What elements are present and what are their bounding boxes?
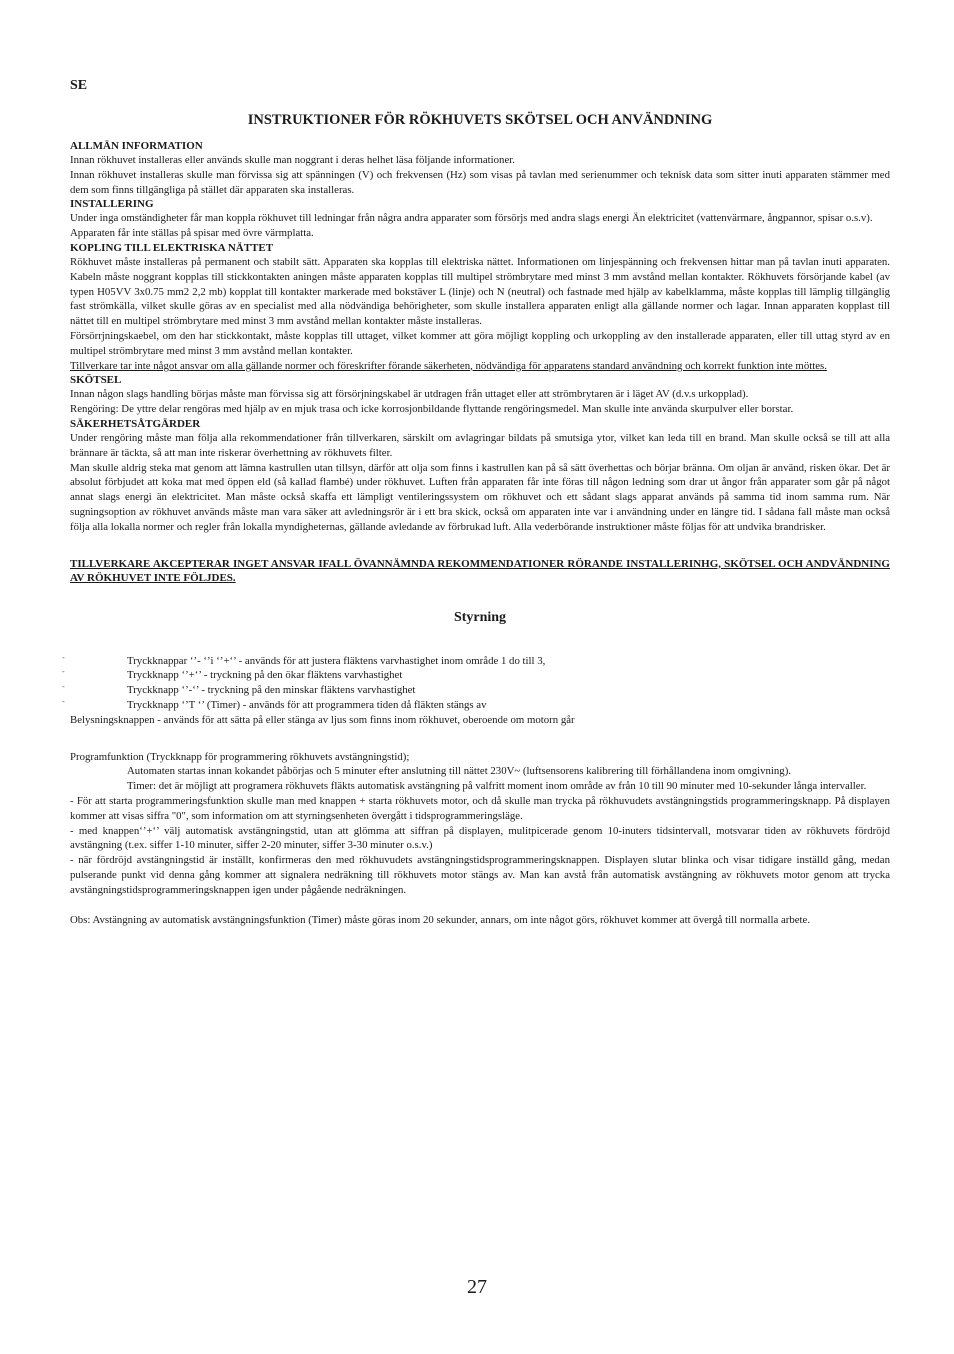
program-heading: Programfunktion (Tryckknapp för programmering rökhuvets avstängningstid);	[70, 750, 410, 763]
button-list	[62, 652, 890, 713]
timer-paragraph: Timer: det är möjligt att programera rökhuvets fläkts automatisk avstängning på valfritt moment inom område av från 10 till 90 minuter med 10-sekunder långa intervaller.	[127, 780, 867, 793]
install-paragraph-2: Apparaten får inte ställas på spisar med övre värmplatta.	[70, 227, 314, 240]
heading-safety: SÄKERHETSÅTGÄRDER	[70, 417, 201, 430]
electric-paragraph-2: Försörrjningskaebel, om den har stickkontakt, måste kopplas till uttaget, vilket kommer att göra möjligt koppling och urkoppling av den installerade apparaten, eller till uttag styrd av en multipel strömbrytare med minst 3 mm avstånd mellan kontakter.	[70, 329, 890, 357]
light-button-text: Belysningsknappen - används för att sätta på eller stänga av ljus som finns inom rökhuvet, oberoende om motorn går	[70, 713, 575, 726]
heading-install: INSTALLERING	[70, 198, 154, 211]
program-step-3: - när fördröjd avstängningstid är inställt, konfirmeras den med rökhuvudets avstängningstidsprogrammeringsknappen. Displayen slutar blinka och visar tidigare inställd gång, medan pulserande punkt vid denna gång kommer att signalera nedräkning till rökhuvets motor stängs av. Man kan avstå från automatisk avstängning av rökhuvets motor genom att trycka avstängningstidsprogrammeringsknappen igen under pågående nedräkningen.	[70, 854, 890, 896]
care-paragraph-1: Innan någon slags handling börjas måste man förvissa sig att försörjningskabel är utdragen från uttaget eller att strömbrytaren är i läget AV (d.v.s urkopplad).	[70, 388, 749, 401]
install-paragraph-1: Under inga omständigheter får man koppla rökhuvet till ledningar från några andra apparater som försörjs med andra slags energi Än elektricitet (vattenvärmare, ångpannor, spisar o.s.v).	[70, 212, 873, 225]
control-title: Styrning	[453, 609, 507, 625]
program-step-2: - med knappen‘’+‘’ välj automatisk avstängningstid, utan att glömma att siffran på displayen, mulitpicerade genom 10-inuters tidsintervall, motsvarar tiden av rökhuvets fördröjd avstängning (t.ex. siffer 1-10 minuter, siffer 2-20 minuter, siffer 3-30 minuter o.s.v.)	[70, 824, 890, 852]
safety-paragraph-2: Man skulle aldrig steka mat genom att lämna kastrullen utan tillsyn, därför att olja som finns i kastrullen kan på så sätt överhettas och börjar bränna. Om oljan är använd, risken ökar. Det är absolut förbjudet att koka mat med öppen eld (så kallad flambé) under rökhuvet. Luften från apparaten får inte föras till någon ledning som drar ut ångor från apparater som går på något annat slags energi än elektricitet. Man måste också skaffa ett lämpligt ventileringssystem om rökhuvet och ett sådant slags apparat används på samma tid inom samma rum. När sugningsoption av rökhuvet används måste man vara säker att avledningsrör är i ett bra skick, också om apparaten inte var i användning under en längre tid. I sådana fall måste man också följa alla lokalla normer och regler från lokalla myndigheternas, gällande avledande av förbrukad luft. Alla vederbörande instruktioner måste följas för att undvika brandrisker.	[70, 461, 890, 533]
program-step-1: - För att starta programmeringsfunktion skulle man med knappen + starta rökhuvets motor, och då skulle man trycka på rökhuvudets avstängningstids programmeringsknapp. På displayen kommer att visas siffra "0", som information om att styrningsenheten övergått i tidsprogrammeringsläge.	[70, 794, 890, 822]
page-content	[62, 78, 890, 928]
list-item: - Tryckknappar ‘’- ‘’i ‘’+‘’ - används för att justera fläktens varvhastighet inom område 1 do till 3,	[62, 652, 546, 667]
safety-paragraph-1: Under rengöring måste man följa alla rekommendationer från tillverkaren, särskilt om avlagringar bildats på smutsiga ytor, vilket kan leda till en brand. Man skulle också se till att alla brännare är täckta, så att man inte riskerar överhettning av rökhuvets filter.	[70, 431, 890, 459]
obs-note: Obs: Avstängning av automatisk avstängningsfunktion (Timer) måste göras inom 20 sekunder, annars, om inte något görs, rökhuvet kommer att övergå till normalla arbete.	[70, 914, 811, 927]
heading-care: SKÖTSEL	[70, 374, 122, 387]
heading-general: ALLMÄN INFORMATION	[70, 140, 203, 152]
electric-paragraph-1: Rökhuvet måste installeras på permanent och stabilt sätt. Apparaten ska kopplas till elektriska nättet. Informationen om linjespänning och frekvensen hittar man på tavlan inuti apparaten. Kabeln måste noggrant kopplas till stickkontakten aningen måste apparaten kopplas till multipel strömbrytare med minst 3 mm avstånd mellan kontakter. Rökhuvets försörjande kabel (av typen H05VV 3x0.75 mm2 2,2 mb) kopplat till kontakter markerade med bokstäver L (linje) och N (neutral) och fastnade med hjälp av kabelklamma, måste kopplas till lämplig tillgänglig fast strömkälla, vilket skulle göras av en specialist med alla nödvändiga behörigheter, som skulle installera apparaten enligt alla gällande normer och lagar. Innan apparaten kopplast till nättet till en multipel strömbrytare med minst 3 mm avstånd mellan kontakter måste installeras.	[70, 255, 890, 328]
electric-disclaimer: Tillverkare tar inte något ansvar om alla gällande normer och föreskrifter förande säkerheten, nödvändiga för apparatens standard användning och korrekt funktion inte möttes.	[70, 359, 827, 372]
list-item: - Tryckknapp ‘’T ‘’ (Timer) - används för att programmera tiden då fläkten stängs av	[62, 696, 487, 711]
list-item: - Tryckknapp ‘’+‘’ - tryckning på den ökar fläktens varvhastighet	[62, 667, 403, 682]
manufacturer-warning: TILLVERKARE AKCEPTERAR INGET ANSVAR IFALL ÖVANNÄMNDA REKOMMENDATIONER RÖRANDE INSTALLERINHG, SKÖTSEL OCH ANDVÄNDNING AV RÖKHUVET INTE FÖLJDES.	[70, 557, 890, 585]
list-item: - Tryckknapp ‘’-‘’ - tryckning på den minskar fläktens varvhastighet	[62, 682, 416, 697]
heading-electric: KOPLING TILL ELEKTRISKA NÄTTET	[70, 241, 274, 254]
language-code: SE	[70, 78, 88, 93]
page-title: INSTRUKTIONER FÖR RÖKHUVETS SKÖTSEL OCH ANVÄNDNING	[247, 112, 713, 128]
care-paragraph-2: Rengöring: De yttre delar rengöras med hjälp av en mjuk trasa och icke korrosjonbildande flyttande rengöringsmedel. Man skulle inte använda skurpulver eller borstar.	[70, 403, 794, 416]
auto-paragraph: Automaten startas innan kokandet påbörjas och 5 minuter efter anslutning till nättet 230V~ (luftsensorens kalibrering till förhållandena inom omgivning).	[127, 765, 791, 778]
page-number: 27	[467, 1276, 487, 1298]
general-paragraph-1: Innan rökhuvet installeras eller används skulle man noggrant i deras helhet läsa följande informationer.	[70, 154, 515, 166]
general-paragraph-2: Innan rökhuvet installeras skulle man förvissa sig att spänningen (V) och frekvensen (Hz) som visas på tavlan med serienummer och teknisk data som sitter inuti apparaten stämmer med dem som finns tillgängliga på stället där apparaten ska installeras.	[70, 168, 890, 196]
